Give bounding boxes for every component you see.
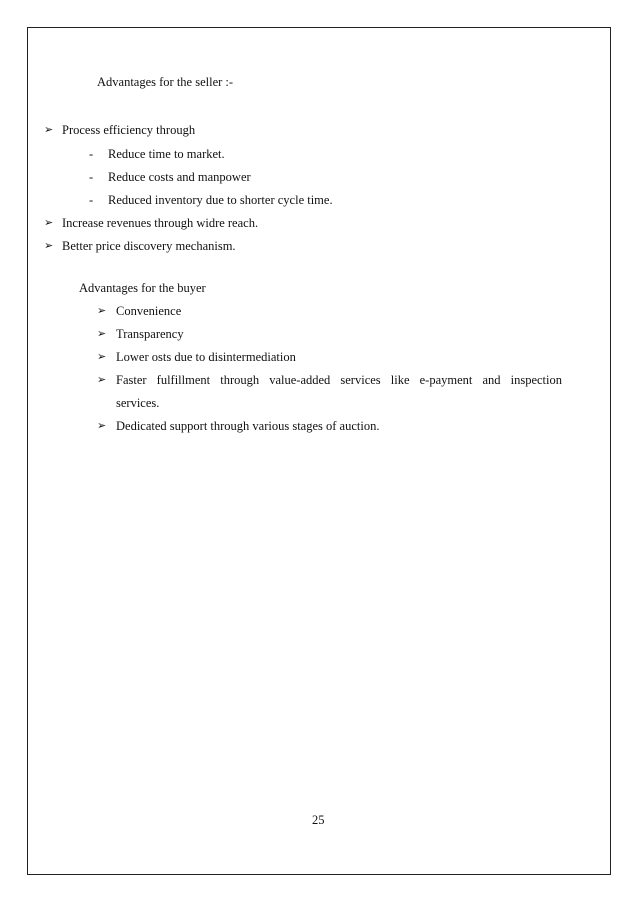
seller-item-process-efficiency: Process efficiency through <box>62 123 196 137</box>
seller-heading: Advantages for the seller :- <box>97 75 234 89</box>
dash-bullet-icon: - <box>89 170 94 184</box>
buyer-item-faster-fulfillment-continued: services. <box>116 396 160 410</box>
buyer-heading: Advantages for the buyer <box>79 281 206 295</box>
arrow-bullet-icon: ➢ <box>44 123 54 136</box>
buyer-item-lower-costs: Lower osts due to disintermediation <box>116 350 296 364</box>
dash-bullet-icon: - <box>89 147 94 161</box>
buyer-item-faster-fulfillment: Faster fulfillment through value-added services like e-payment and inspection <box>116 373 562 387</box>
arrow-bullet-icon: ➢ <box>97 419 107 432</box>
arrow-bullet-icon: ➢ <box>97 350 107 363</box>
arrow-bullet-icon: ➢ <box>97 304 107 317</box>
seller-subitem-reduced-inventory: Reduced inventory due to shorter cycle time. <box>108 193 333 207</box>
arrow-bullet-icon: ➢ <box>97 327 107 340</box>
buyer-item-transparency: Transparency <box>116 327 184 341</box>
seller-item-better-price: Better price discovery mechanism. <box>62 239 236 253</box>
seller-subitem-reduce-costs: Reduce costs and manpower <box>108 170 251 184</box>
page-number: 25 <box>312 813 325 827</box>
buyer-item-convenience: Convenience <box>116 304 182 318</box>
buyer-item-dedicated-support: Dedicated support through various stages of auction. <box>116 419 380 433</box>
arrow-bullet-icon: ➢ <box>44 239 54 252</box>
arrow-bullet-icon: ➢ <box>44 216 54 229</box>
seller-item-increase-revenues: Increase revenues through widre reach. <box>62 216 259 230</box>
dash-bullet-icon: - <box>89 193 94 207</box>
arrow-bullet-icon: ➢ <box>97 373 107 386</box>
seller-subitem-reduce-time: Reduce time to market. <box>108 147 225 161</box>
